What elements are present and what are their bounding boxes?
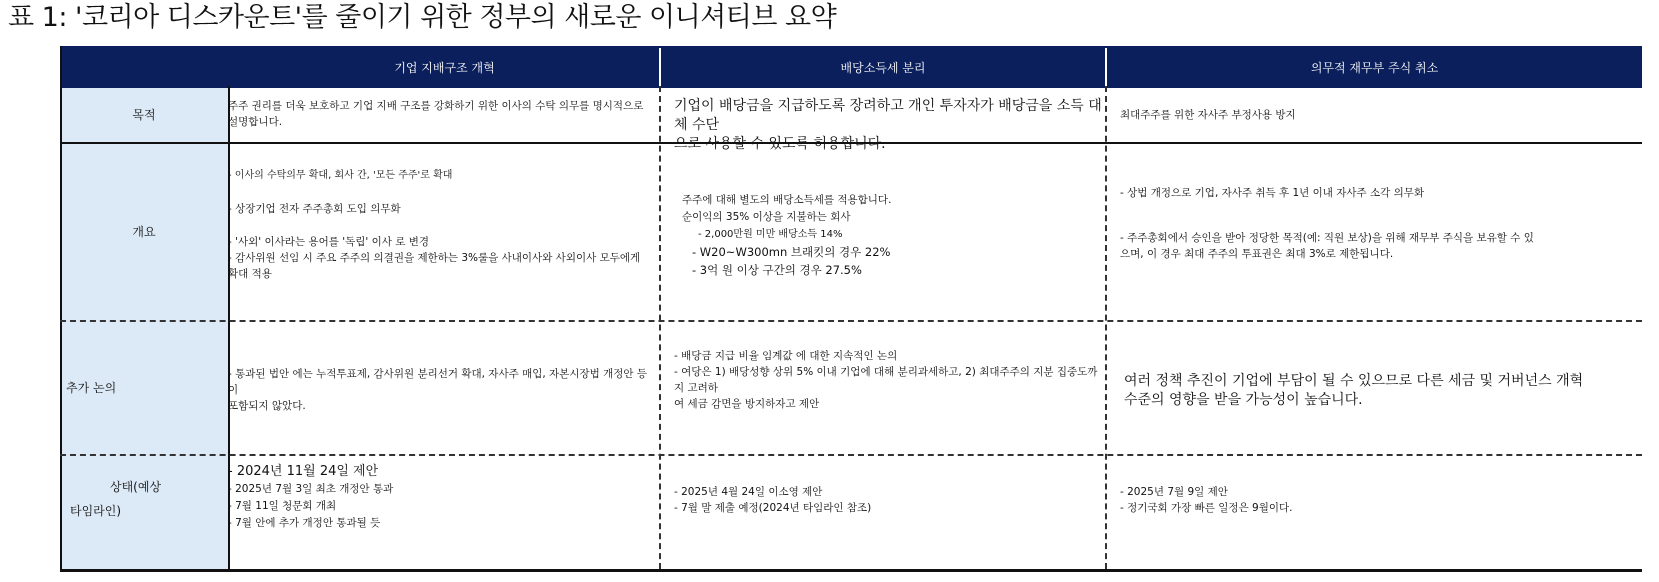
- cell-text: - 2,000만원 미만 배당소득 14%: [698, 229, 843, 240]
- table-header-row: [60, 46, 1642, 88]
- cell-text: - 7월 안에 추가 개정안 통과될 듯: [228, 517, 381, 529]
- cell-text: - 2025년 7월 9일 제안: [1120, 486, 1228, 498]
- cell-text: 으로 사용할 수 있도록 허용합니다.: [674, 136, 886, 152]
- cell-text: 최대주주를 위한 자사주 부정사용 방지: [1120, 109, 1296, 121]
- cell-text: 주주 권리를 더욱 보호하고 기업 지배 구조를 강화하기 위한 이사의 수탁 의무를 명시적으로: [228, 100, 644, 112]
- status-treasury-cell: [1120, 484, 1620, 516]
- row-label-status-line1: 상태(예상: [110, 480, 162, 494]
- row-label-purpose: 목적: [132, 108, 156, 122]
- table-title: 표 1: '코리아 디스카운트'를 줄이기 위한 정부의 새로운 이니셔티브 요약: [8, 2, 837, 33]
- cell-text: 수준의 영향을 받을 가능성이 높습니다.: [1124, 392, 1363, 408]
- cell-text: 설명합니다.: [228, 116, 283, 128]
- row-divider: [60, 320, 1642, 322]
- discussion-dividend-cell: [674, 348, 1102, 412]
- purpose-treasury-cell: [1120, 107, 1620, 123]
- cell-text: - 주주총회에서 승인을 받아 정당한 목적(예: 직원 보상)을 위해 재무부 주식을 보유할 수 있: [1120, 232, 1534, 244]
- column-divider: [659, 86, 661, 569]
- column-divider: [1105, 86, 1107, 569]
- row-divider: [60, 454, 1642, 456]
- status-governance-cell: [228, 462, 653, 532]
- cell-text: - 배당금 지급 비율 임계값 에 대한 지속적인 논의: [674, 350, 898, 362]
- discussion-treasury-cell: [1124, 372, 1634, 410]
- cell-text: 기업이 배당금을 지급하도록 장려하고 개인 투자자가 배당금을 소득 대체 수단: [674, 98, 1102, 133]
- header-dividend-tax: 배당소득세 분리: [840, 61, 926, 75]
- overview-governance-cell: [228, 168, 648, 282]
- cell-text: - 상법 개정으로 기업, 자사주 취득 후 1년 이내 자사주 소각 의무화: [1120, 187, 1425, 199]
- cell-text: 포함되지 않았다.: [228, 400, 306, 412]
- cell-text: - '사외' 이사라는 용어를 '독립' 이사 로 변경: [228, 236, 429, 248]
- cell-text: - 2024년 11월 24일 제안: [228, 464, 379, 479]
- cell-text: - 2025년 7월 3일 최초 개정안 통과: [228, 483, 394, 495]
- cell-text: - 감사위원 선임 시 주요 주주의 의결권을 제한하는 3%룰을 사내이사와 사외이사 모두에게: [228, 252, 641, 264]
- purpose-dividend-cell: [674, 97, 1102, 154]
- cell-text: - 7월 말 제출 예정(2024년 타임라인 참조): [674, 502, 872, 514]
- header-governance-reform: 기업 지배구조 개혁: [394, 61, 495, 75]
- row-label-status-line2: 타임라인): [70, 504, 122, 518]
- row-label-discussion: 추가 논의: [66, 381, 117, 395]
- cell-text: - 3억 원 이상 구간의 경우 27.5%: [692, 263, 862, 277]
- table-left-border: [60, 46, 62, 569]
- status-dividend-cell: [674, 484, 1102, 516]
- cell-text: - 상장기업 전자 주주총회 도입 의무화: [228, 203, 401, 215]
- summary-table: [60, 46, 1642, 572]
- purpose-governance-cell: [228, 98, 648, 130]
- cell-text: 여러 정책 추진이 기업에 부담이 될 수 있으므로 다른 세금 및 거버넌스 개혁: [1124, 373, 1584, 389]
- row-label-column: [60, 88, 228, 569]
- discussion-governance-cell: [228, 366, 653, 414]
- cell-text: 여 세금 감면을 방지하자고 제안: [674, 398, 820, 410]
- cell-text: - 정기국회 가장 빠른 일정은 9월이다.: [1120, 502, 1293, 514]
- row-label-overview: 개요: [132, 225, 156, 239]
- cell-text: - 2025년 4월 24일 이소영 제안: [674, 486, 823, 498]
- cell-text: - 통과된 법안 에는 누적투표제, 감사위원 분리선거 확대, 자사주 매입, 자본시장법 개정안 등이: [228, 368, 648, 396]
- cell-text: - 이사의 수탁의무 확대, 회사 간, '모든 주주'로 확대: [228, 170, 453, 181]
- cell-text: - 7월 11일 청문회 개최: [228, 500, 337, 512]
- cell-text: - 여당은 1) 배당성향 상위 5% 이내 기업에 대해 분리과세하고, 2) 최대주주의 지분 집중도까지 고려하: [674, 366, 1098, 394]
- cell-text: 으며, 이 경우 최대 주주의 투표권은 최대 3%로 제한됩니다.: [1120, 248, 1394, 260]
- cell-text: 확대 적용: [228, 268, 272, 280]
- cell-text: - W20~W300mn 브래킷의 경우 22%: [692, 245, 891, 259]
- cell-text: 순이익의 35% 이상을 지불하는 회사: [682, 211, 851, 223]
- cell-text: 주주에 대해 별도의 배당소득세를 적용합니다.: [682, 194, 892, 206]
- overview-dividend-cell: [682, 192, 1100, 279]
- overview-treasury-cell: [1120, 185, 1625, 262]
- header-treasury-stock: 의무적 재무부 주식 취소: [1310, 61, 1439, 75]
